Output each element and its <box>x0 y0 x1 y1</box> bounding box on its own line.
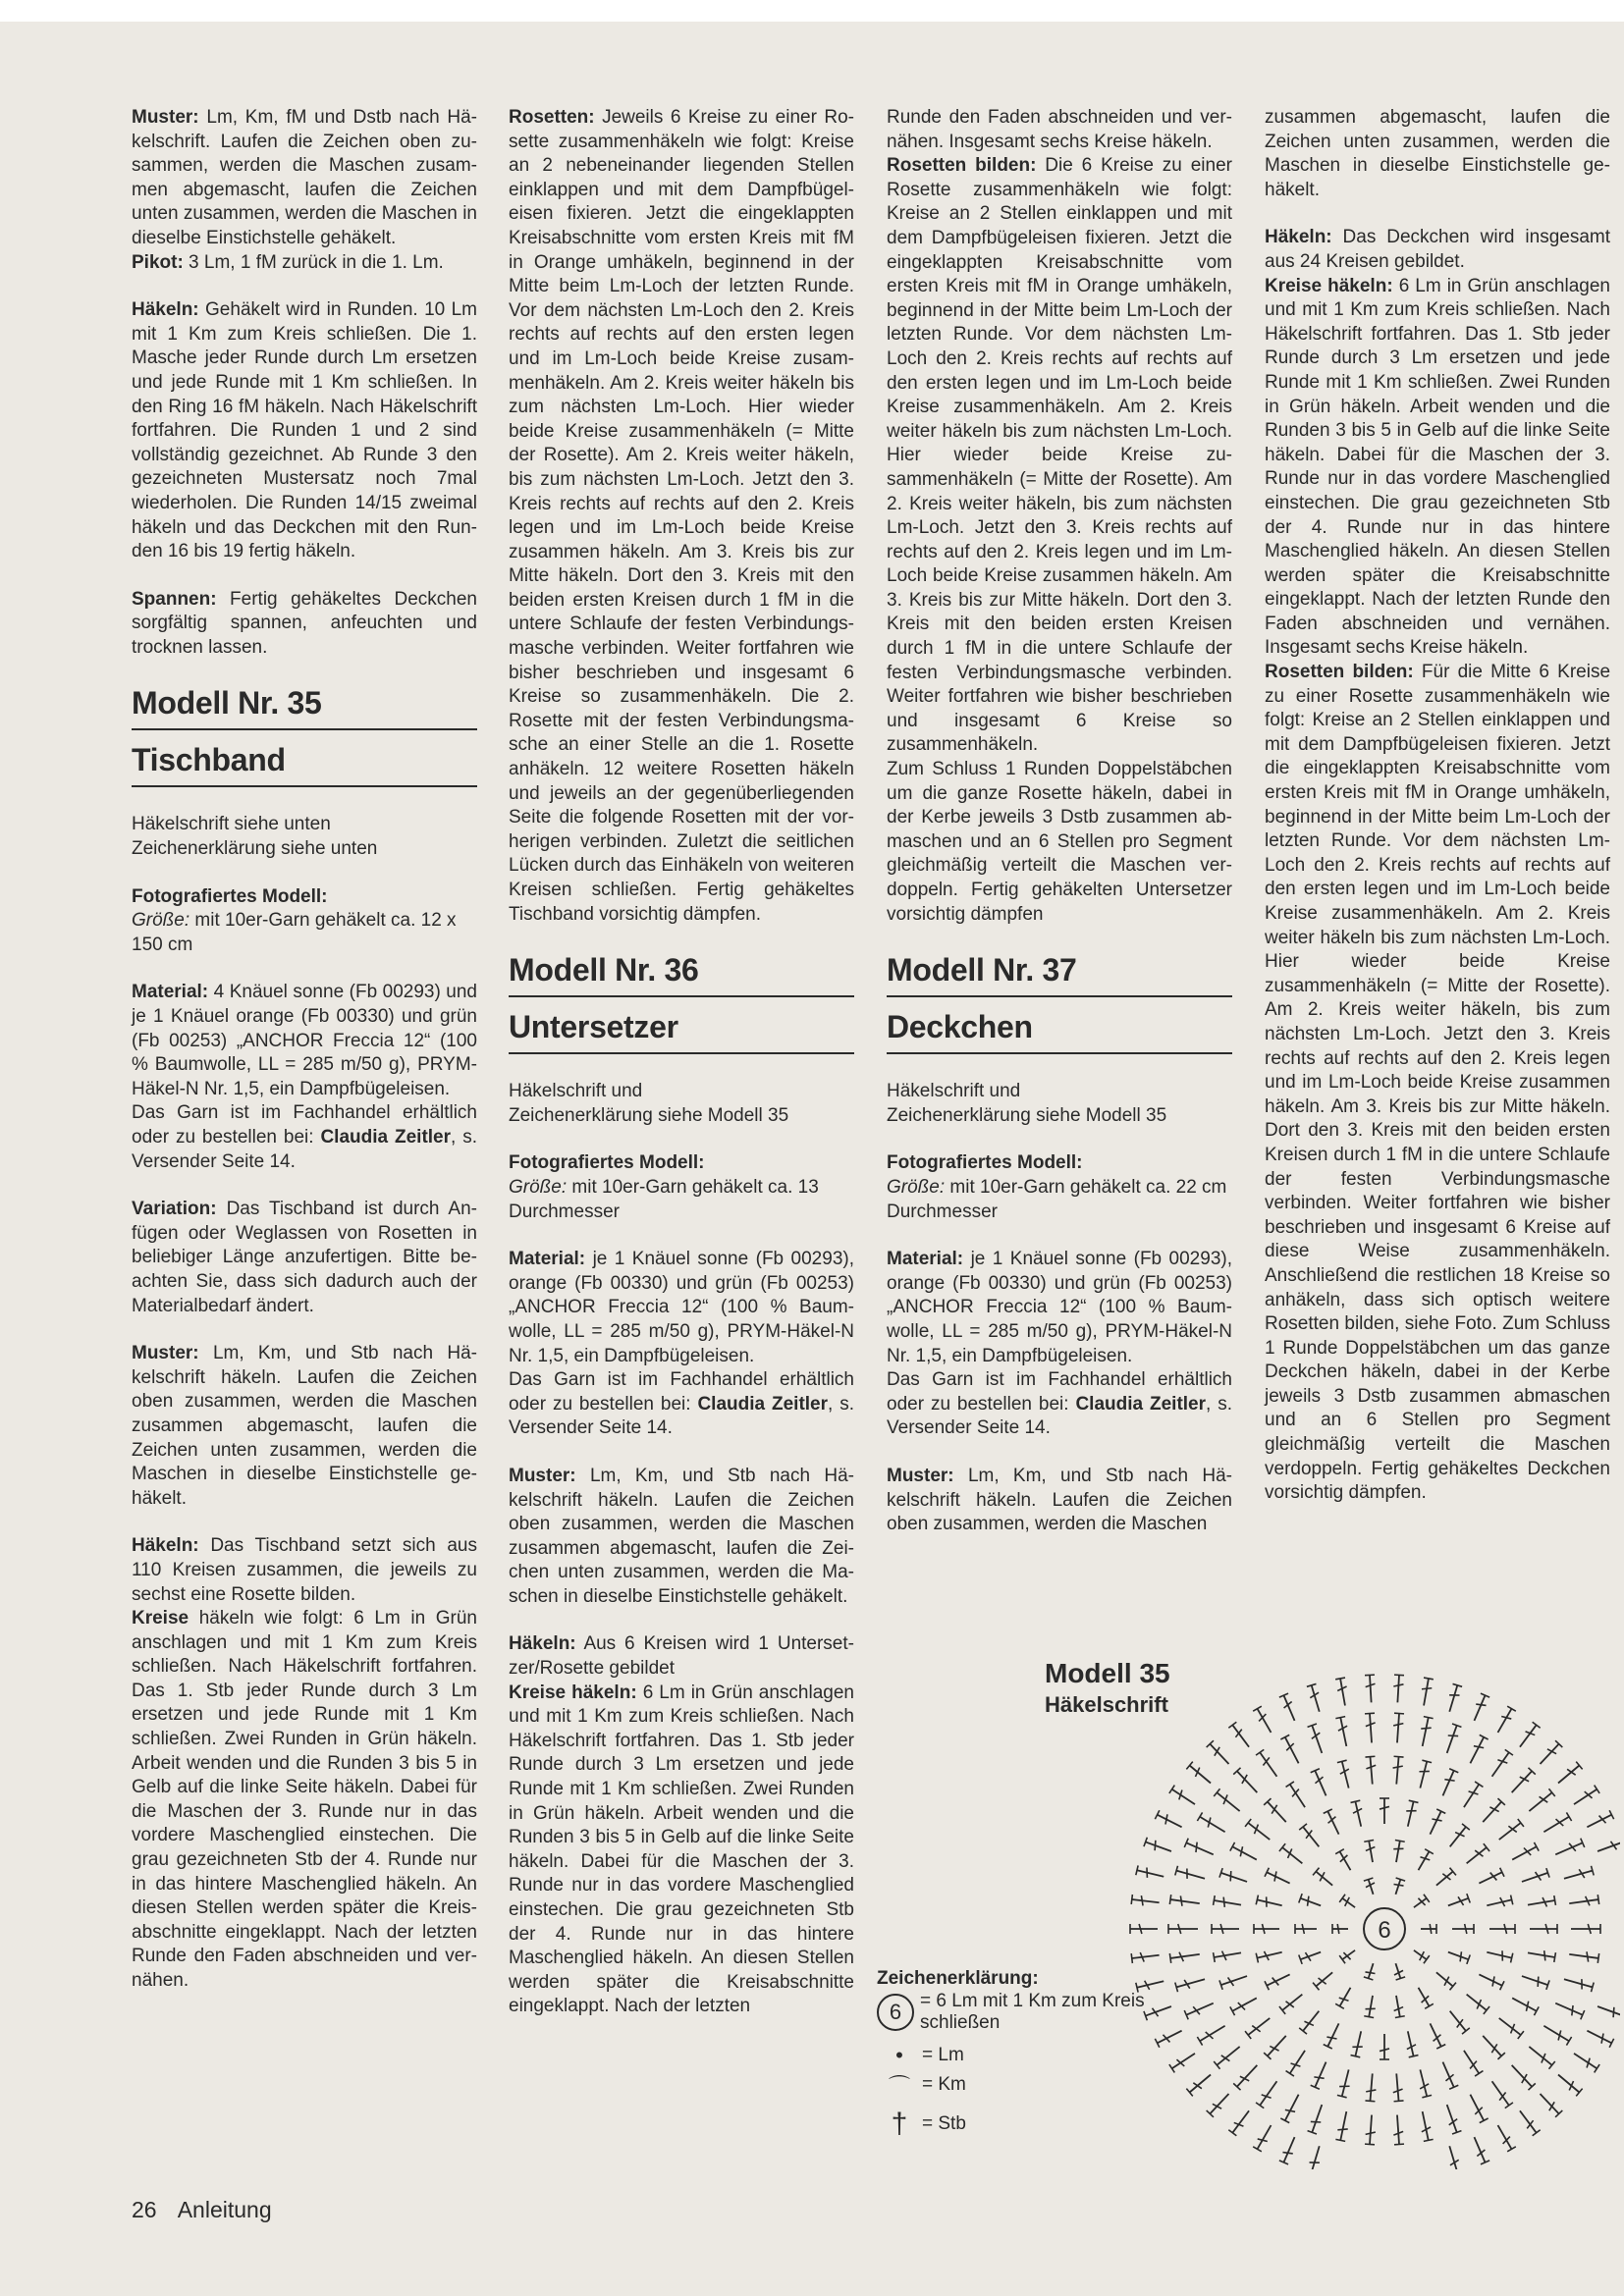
stitch-mark <box>1184 1999 1215 2019</box>
stitch-mark <box>1351 2030 1367 2057</box>
stitch-mark <box>1496 1819 1524 1843</box>
stitch-mark <box>1391 1962 1405 1980</box>
stitch-mark <box>1569 1949 1599 1963</box>
center-ring-label: 6 <box>1378 1917 1391 1944</box>
stitch-mark <box>1493 1706 1516 1735</box>
stitch-mark <box>1280 1735 1303 1765</box>
paragraph-material: Material: 4 Knäuel sonne (Fb 00293) und je 1 Knäuel orange (Fb 00330) und grün (Fb 00253) „ANCHOR Freccia 12“ (100 % Baumwolle, LL = 285 m/50 g), PRYM-Häkel-N Nr. 1,5, ein Dampfbügeleisen. Das Garn ist im Fachhandel erhältlich oder zu bestellen bei: Claudia Zeitler, s. Versender Seite 14. <box>132 982 477 1172</box>
stitch-mark <box>1175 1866 1207 1884</box>
stitch-mark <box>1460 1782 1484 1810</box>
stitch-mark <box>1233 1768 1261 1796</box>
stitch-mark <box>1230 1842 1259 1864</box>
stitch-mark <box>1421 1924 1436 1934</box>
section-label: Anleitung <box>177 2197 272 2222</box>
stitch-mark <box>1299 2008 1323 2035</box>
stitch-mark <box>1175 1974 1207 1992</box>
model-number: Modell Nr. 35 <box>132 683 477 730</box>
stitch-mark <box>1228 2108 1253 2135</box>
stitch-mark <box>1496 2014 1524 2039</box>
stitch-mark <box>1563 1866 1595 1884</box>
stitch-mark <box>1207 2091 1232 2117</box>
stitch-mark <box>1446 2008 1470 2035</box>
legend-text: = Km <box>922 2074 966 2095</box>
stitch-mark <box>1527 1896 1555 1909</box>
paragraph-rosetten: Rosetten: Jeweils 6 Kreise zu einer Rosette zusammenhäkeln wie folgt: Kreise an 2 nebeneinander liegenden Stellen einklappen und mit dem Dampfbügeleisen fixieren. Jetzt die eingeklappten Kreisabschnitte vom ersten Kreis mit fM in Orange umhäkeln, beginnend in der Mitte beim Lm-Loch der letzten Runde. Vor dem nächsten Lm-Loch den 2. Kreis rechts auf rechts auf den ersten legen und im Lm-Loch beide Kreise zusammenhäkeln. Am 2. Kreis weiter häkeln bis zum nächsten Lm-Loch. Hier wieder beide Kreise zusammenhäkeln (= Mitte der Rosette). Am 2. Kreis weiter häkeln, bis zum nächsten Lm-Loch. Jetzt den 3. Kreis rechts auf rechts auf den 2. Kreis legen und im Lm-Loch beide Kreise zusammen häkeln. Am 3. Kreis bis zur Mitte häkeln. Dort den 3. Kreis mit den beiden ersten Kreisen durch 1 fM in die untere Schlaufe der festen Verbindungsmasche verbinden. Weiter fortfahren wie bisher beschrieben und insgesamt 6 Kreise so zusammenhäkeln. Die 2. Rosette mit der festen Verbindungsmasche an einer Stelle an die 1. Rosette anhäkeln. 12 weitere Rosetten häkeln und jeweils an der gegenüberliegenden Seite die folgende Rosetten mit der vorherigen verbinden. Zuletzt die seitlichen Lücken durch das Einhäkeln von weiteren Kreisen schließen. Fertig gehäkeltes Tischband vorsichtig dämpfen. <box>509 107 854 925</box>
legend-row-stb <box>877 2109 1171 2139</box>
stitch-mark <box>1207 1740 1232 1767</box>
chart-subtitle: Häkelschrift <box>1045 1692 1168 1717</box>
stitch-mark <box>1542 1812 1572 1836</box>
stitch-mark <box>1438 2060 1458 2090</box>
stitch-mark <box>1480 1798 1505 1825</box>
stitch-mark <box>1526 2043 1555 2069</box>
stitch-mark <box>1477 1868 1504 1888</box>
stitch-mark <box>1542 2021 1572 2045</box>
stitch-mark <box>1335 1985 1355 2008</box>
stitch-mark <box>1508 2061 1536 2090</box>
stitch-mark <box>1486 1948 1513 1963</box>
stitch-mark <box>1442 1724 1461 1755</box>
legend-row-lm <box>877 2041 1171 2070</box>
stitch-mark <box>1279 2135 1299 2164</box>
stitch-mark <box>1169 1949 1200 1963</box>
legend <box>877 1968 1171 2139</box>
stitch-mark <box>1169 2050 1198 2073</box>
paragraph-haekeln-2: Häkeln: Das Tischband setzt sich aus 110 Kreisen zusammen, die jeweils zu sechst eine Rosette bilden. Kreise häkeln wie folgt: 6 Lm in Grün anschlagen und mit 1 Km zum Kreis schließen. Nach Häkelschrift fortfahren. Das 1. Stb jeder Runde durch 3 Lm ersetzen und jede Runde mit 1 Km schließen. Zwei Runden in Grün häkeln. Arbeit wenden und die Runden 3 bis 5 in Gelb auf die linke Seite häkeln. Dabei für die Maschen der 3. Runde nur in das vordere Maschenglied einstechen. Die grau gezeichneten Stb der 4. Runde nur in das hintere Maschenglied häkeln. An diesen Stellen werden später die Kreisabschnitte eingeklappt. Nach der letzten Runde den Faden abschneiden und vernähen. <box>132 1535 477 1991</box>
stitch-mark <box>1571 1786 1599 1809</box>
stitch-mark <box>1470 2135 1489 2164</box>
stitch-mark <box>1256 1896 1283 1911</box>
stitch-mark <box>1245 1819 1272 1843</box>
paragraph-spannen: Spannen: Fertig gehäkeltes Deckchen sorgfältig spannen, anfeuchten und trocknen lassen. <box>132 588 477 658</box>
stitch-mark <box>1155 1810 1184 1832</box>
stitch-mark <box>1286 2048 1310 2076</box>
stitch-mark <box>1444 2145 1462 2169</box>
stitch-mark <box>1339 1895 1358 1911</box>
stitch-mark <box>1403 2030 1419 2057</box>
chain-stitch-icon: • <box>895 2043 903 2067</box>
stitch-mark <box>1596 2002 1620 2020</box>
model-heading-37 <box>887 950 1232 1054</box>
column-4 <box>1265 106 1610 1506</box>
model-title: Deckchen <box>887 1007 1232 1054</box>
stitch-mark <box>1553 1999 1584 2019</box>
stitch-mark <box>1286 1782 1310 1810</box>
paragraph-material: Material: je 1 Knäuel sonne (Fb 00293), orange (Fb 00330) und grün (Fb 00253) „ANCHOR Freccia 12“ (100 % Baumwolle, LL = 285 m/50 g), PRYM-Häkel-N Nr. 1,5, ein Dampfbügeleisen. Das Garn ist im Fachhandel erhältlich oder zu bestellen bei: Claudia Zeitler, s. Versender Seite 14. <box>887 1249 1232 1439</box>
stitch-mark <box>1493 2123 1516 2152</box>
stitch-mark <box>1169 1786 1198 1809</box>
model-number: Modell Nr. 37 <box>887 950 1232 997</box>
stitch-mark <box>1446 1894 1470 1910</box>
stitch-mark <box>1351 1800 1367 1828</box>
stitch-mark <box>1313 1968 1335 1990</box>
stitch-mark <box>1571 2050 1599 2073</box>
stitch-mark <box>1168 1924 1198 1934</box>
stitch-mark <box>1337 2068 1354 2098</box>
stitch-mark <box>1219 1971 1249 1990</box>
ring-icon: 6 <box>877 1994 914 2031</box>
stitch-mark <box>1311 1769 1330 1798</box>
stitch-mark <box>1197 2021 1227 2045</box>
stitch-mark <box>1256 2078 1280 2108</box>
stitch-mark <box>1392 1675 1404 1703</box>
stitch-mark <box>1419 1678 1434 1706</box>
chart-symbols <box>1130 1675 1620 2169</box>
stitch-mark <box>1253 1706 1275 1735</box>
paragraph-haekeln: Häkeln: Gehäkelt wird in Runden. 10 Lm mit 1 Km zum Kreis schließen. Die 1. Masche jeder Runde durch Lm ersetzen und jede Runde mit 1 Km schließen. In den Ring 16 fM häkeln. Nach Häkelschrift fortfahren. Die Runden 1 und 2 sind vollständig gezeichnet. Ab Runde 3 den gezeichneten Mustersatz noch 7mal wiederholen. Die Runden 14/15 zweimal häkeln und das Deckchen mit den Runden 16 bis 19 fertig häkeln. <box>132 299 477 562</box>
stitch-mark <box>1299 1894 1323 1910</box>
stitch-mark <box>1186 2071 1214 2097</box>
stitch-mark <box>1508 1768 1536 1796</box>
stitch-mark <box>1364 1995 1378 2017</box>
stitch-mark <box>1144 1838 1173 1856</box>
stitch-mark <box>1230 1994 1259 2015</box>
stitch-mark <box>1488 1749 1512 1779</box>
stitch-mark <box>1335 1717 1351 1747</box>
paragraph-photo-model: Fotografiertes Modell: Größe: mit 10er-Garn gehäkelt ca. 12 x 150 cm <box>132 885 457 955</box>
stitch-mark <box>1466 1735 1489 1765</box>
stitch-mark <box>1470 1693 1489 1723</box>
column-2 <box>509 106 854 2019</box>
stitch-mark <box>1131 1950 1160 1963</box>
stitch-mark <box>1488 2078 1512 2108</box>
stitch-mark <box>1555 2071 1583 2097</box>
legend-row-km <box>877 2070 1171 2100</box>
stitch-mark <box>1212 1924 1239 1934</box>
stitch-mark <box>1438 1769 1458 1798</box>
stitch-mark <box>1256 1948 1283 1963</box>
column-1 <box>132 106 477 1994</box>
stitch-mark <box>1414 1849 1434 1873</box>
paragraph-references: Häkelschrift und Zeichenerklärung siehe Modell 35 <box>509 1081 789 1126</box>
stitch-mark <box>1418 2110 1434 2141</box>
stitch-mark <box>1569 1895 1599 1908</box>
legend-text: = Lm <box>922 2045 964 2065</box>
legend-text: = Stb <box>922 2113 966 2134</box>
stitch-mark <box>1526 1789 1555 1815</box>
stitch-mark <box>1186 1762 1214 1788</box>
stitch-mark <box>1253 2123 1275 2152</box>
slip-stitch-icon: ⌒ <box>888 2073 910 2099</box>
double-crochet-icon: † <box>891 2108 908 2140</box>
stitch-mark <box>1279 1991 1306 2014</box>
paragraph-muster: Muster: Lm, Km, fM und Dstb nach Häkelschrift. Laufen die Zeichen oben zusammen, werden die Maschen zusammen abgemascht, laufen die Zeichen unten zusammen, werden die Maschen in dieselbe Einstichstelle gehäkelt. Pikot: 3 Lm, 1 fM zurück in die 1. Lm. <box>132 107 477 273</box>
crochet-chart <box>1110 1659 1620 2169</box>
stitch-mark <box>1335 2110 1351 2141</box>
stitch-mark <box>1365 2114 1377 2145</box>
stitch-mark <box>1510 1994 1539 2015</box>
stitch-mark <box>1184 1839 1215 1859</box>
stitch-mark <box>1233 2061 1261 2090</box>
stitch-mark <box>1464 1843 1490 1867</box>
stitch-mark <box>1136 1865 1165 1881</box>
stitch-mark <box>1364 1878 1378 1896</box>
paragraph-material: Material: je 1 Knäuel sonne (Fb 00293), orange (Fb 00330) und grün (Fb 00253) „ANCHOR Freccia 12“ (100 % Baumwolle, LL = 285 m/50 g), PRYM-Häkel-N Nr. 1,5, ein Dampfbügeleisen. Das Garn ist im Fachhandel erhältlich oder zu bestellen bei: Claudia Zeitler, s. Versender Seite 14. <box>509 1249 854 1439</box>
stitch-mark <box>1434 1868 1456 1890</box>
stitch-mark <box>1416 1760 1433 1789</box>
stitch-mark <box>1214 2043 1243 2069</box>
stitch-mark <box>1256 1749 1280 1779</box>
stitch-mark <box>1364 1962 1378 1980</box>
stitch-mark <box>1332 1924 1348 1934</box>
model-title: Untersetzer <box>509 1007 854 1054</box>
stitch-mark <box>1392 1713 1404 1743</box>
stitch-mark <box>1295 1924 1317 1934</box>
stitch-mark <box>1339 1947 1358 1963</box>
stitch-mark <box>1279 1843 1306 1867</box>
stitch-mark <box>1214 1948 1242 1961</box>
stitch-mark <box>1299 1824 1323 1850</box>
stitch-mark <box>1460 2048 1484 2076</box>
stitch-mark <box>1464 1991 1490 2014</box>
stitch-mark <box>1131 1895 1160 1907</box>
paragraph-photo-model: Fotografiertes Modell: Größe: mit 10er-Garn gehäkelt ca. 13 Durchmesser <box>509 1152 819 1222</box>
stitch-mark <box>1452 1924 1474 1934</box>
stitch-mark <box>1169 1895 1200 1908</box>
stitch-mark <box>1365 1713 1377 1743</box>
stitch-mark <box>1411 1947 1430 1963</box>
stitch-mark <box>1426 1809 1445 1837</box>
stitch-mark <box>1214 1789 1243 1815</box>
paragraph-haekeln: Häkeln: Aus 6 Kreisen wird 1 Untersetzer/Rosette gebildet Kreise häkeln: 6 Lm in Grün anschlagen und mit 1 Km zum Kreis schließen. Nach Häkelschrift fortfahren. Das 1. Stb jeder Runde durch 3 Lm ersetzen und jede Runde mit 1 Km schließen. Zwei Runden in Grün häkeln. Arbeit wenden und die Runden 3 bis 5 in Gelb auf die linke Seite häkeln. Dabei für die Maschen der 3. Runde nur in das vordere Maschenglied einstechen. Die grau gezeichneten Stb der 4. Runde nur in das hintere Maschenglied häkeln. An diesen Stellen werden später die Kreisabschnitte eingeklappt. Nach der letzten <box>509 1633 854 2017</box>
stitch-mark <box>1585 2026 1614 2048</box>
model-title: Tischband <box>132 740 477 787</box>
stitch-mark <box>1280 2092 1303 2122</box>
stitch-mark <box>1585 1810 1614 1832</box>
paragraph-rosetten-bilden: Runde den Faden abschneiden und vernähen. Insgesamt sechs Kreise häkeln. Rosetten bilden: Die 6 Kreise zu einer Rosette zusammenhäkeln wie folgt: Kreise an 2 Stellen einklappen und mit dem Dampfbügeleisen fixieren. Jetzt die eingeklappten Kreisabschnitte vom ersten Kreis mit fM in Orange umhäkeln, beginnend in der Mitte beim Lm-Loch der letzten Runde. Vor dem nächsten Lm-Loch den 2. Kreis rechts auf rechts auf den ersten legen und im Lm-Loch beide Kreise zusammenhäkeln. Am 2. Kreis weiter häkeln bis zum nächsten Lm-Loch. Hier wieder beide Kreise zusammenhäkeln (= Mitte der Rosette). Am 2. Kreis weiter häkeln, bis zum nächsten Lm-Loch. Jetzt den 3. Kreis rechts auf rechts auf den 2. Kreis legen und im Lm-Loch beide Kreise zusammen häkeln. Am 3. Kreis bis zur Mitte häkeln. Dort den 3. Kreis mit den beiden ersten Kreisen durch 1 fM in die untere Schlaufe der festen Verbindungsmasche verbinden. Weiter fortfahren wie bisher beschrieben und insgesamt 6 Kreise so zusammenhäkeln. Zum Schluss 1 Runden Doppelstäbchen um die ganze Rosette häkeln, dabei in der Kerbe jeweils 3 Dstb zusammen abmaschen und an 6 Stellen pro Segment gleichmäßig verteilt die Maschen verdoppeln. Fertig gehäkelten Untersetzer vorsichtig dämpfen <box>887 107 1232 925</box>
stitch-mark <box>1380 1798 1389 1824</box>
stitch-mark <box>1434 1968 1456 1990</box>
stitch-mark <box>1537 2091 1562 2117</box>
stitch-mark <box>1245 2014 1272 2039</box>
stitch-mark <box>1516 2108 1541 2135</box>
stitch-mark <box>1477 1970 1504 1990</box>
stitch-mark <box>1516 1722 1541 1749</box>
stitch-mark <box>1486 1896 1513 1911</box>
paragraph-continuation: zusammen abgemascht, laufen die Zeichen unten zusammen, werden die Maschen in dieselbe Einstichstelle gehäkelt. <box>1265 107 1610 200</box>
stitch-mark <box>1265 1868 1292 1888</box>
stitch-mark <box>1365 1756 1377 1785</box>
stitch-mark <box>1537 1740 1562 1767</box>
stitch-mark <box>1480 2033 1505 2059</box>
stitch-mark <box>1219 1868 1249 1887</box>
stitch-mark <box>1418 1717 1434 1747</box>
stitch-mark <box>1311 2060 1330 2090</box>
stitch-mark <box>1563 1974 1595 1992</box>
stitch-mark <box>1391 1878 1405 1896</box>
page-footer <box>132 2197 288 2223</box>
page-number: 26 <box>132 2197 157 2222</box>
stitch-mark <box>1391 1756 1403 1785</box>
stitch-mark <box>1254 1924 1279 1934</box>
legend-title: Zeichenerklärung: <box>877 1968 1039 1989</box>
stitch-mark <box>1307 1683 1325 1713</box>
stitch-mark <box>1391 1840 1405 1862</box>
stitch-mark <box>1337 1760 1354 1789</box>
stitch-mark <box>1555 1762 1583 1788</box>
stitch-mark <box>1520 1868 1549 1887</box>
chart-title: Modell 35 <box>1045 1658 1170 1688</box>
stitch-mark <box>1308 1724 1326 1755</box>
stitch-mark <box>1527 1948 1555 1961</box>
stitch-mark <box>1446 1824 1470 1850</box>
legend-text: = 6 Lm mit 1 Km zum Kreis schließen <box>920 1991 1145 2033</box>
stitch-mark <box>1411 1895 1430 1911</box>
stitch-mark <box>1596 1838 1620 1856</box>
stitch-mark <box>1324 2021 1343 2049</box>
stitch-mark <box>1416 2068 1433 2098</box>
stitch-mark <box>1466 2092 1489 2122</box>
stitch-mark <box>1313 1868 1335 1890</box>
stitch-mark <box>1489 1924 1515 1934</box>
stitch-mark <box>1365 2073 1377 2102</box>
stitch-mark <box>1365 1675 1377 1703</box>
stitch-mark <box>1530 1924 1557 1934</box>
stitch-mark <box>1130 1924 1158 1934</box>
stitch-mark <box>1264 2033 1289 2059</box>
stitch-mark <box>1444 1683 1462 1713</box>
model-heading-35 <box>132 683 477 787</box>
paragraph-references: Häkelschrift und Zeichenerklärung siehe Modell 35 <box>887 1081 1167 1126</box>
stitch-mark <box>1520 1971 1549 1990</box>
stitch-mark <box>1446 1948 1470 1964</box>
stitch-mark <box>1380 2034 1389 2059</box>
paragraph-muster: Muster: Lm, Km, und Stb nach Häkelschrift häkeln. Laufen die Zeichen oben zusammen, werden die Maschen <box>887 1465 1232 1535</box>
paragraph-photo-model: Fotografiertes Modell: Größe: mit 10er-Garn gehäkelt ca. 22 cm Durchmesser <box>887 1152 1227 1222</box>
stitch-mark <box>1414 1985 1434 2008</box>
paragraph-muster-2: Muster: Lm, Km, und Stb nach Häkelschrift häkeln. Laufen die Zeichen oben zusammen, werden die Maschen zusammen abgemascht, laufen die Zeichen unten zusammen, werden die Maschen in dieselbe Einstichstelle gehäkelt. <box>132 1343 477 1509</box>
stitch-mark <box>1308 2103 1326 2134</box>
model-heading-36 <box>509 950 854 1054</box>
legend-row-ring <box>877 1991 1171 2033</box>
stitch-mark <box>1403 1800 1419 1828</box>
stitch-mark <box>1553 1839 1584 1859</box>
stitch-mark <box>1265 1970 1292 1990</box>
paragraph-variation: Variation: Das Tischband ist durch Anfügen oder Weglassen von Rosetten in beliebiger Länge anzufertigen. Bitte beachten Sie, dass sich dadurch auch der Materialbedarf ändert. <box>132 1199 477 1316</box>
stitch-mark <box>1426 2021 1445 2049</box>
model-number: Modell Nr. 36 <box>509 950 854 997</box>
stitch-mark <box>1335 1678 1350 1706</box>
stitch-mark <box>1264 1798 1289 1825</box>
stitch-mark <box>1391 2073 1403 2102</box>
stitch-mark <box>1324 1809 1343 1837</box>
stitch-mark <box>1510 1842 1539 1864</box>
stitch-mark <box>1228 1722 1253 1749</box>
paragraph-references: Häkelschrift siehe unten Zeichenerklärung siehe unten <box>132 814 378 860</box>
stitch-mark <box>1299 1948 1323 1964</box>
stitch-mark <box>1335 1849 1355 1873</box>
stitch-mark <box>1442 2103 1461 2134</box>
paragraph-muster: Muster: Lm, Km, und Stb nach Häkelschrift häkeln. Laufen die Zeichen oben zusammen, werden die Maschen zusammen abgemascht, laufen die Zeichen unten zusammen, werden die Maschen in dieselbe Einstichstelle gehäkelt. <box>509 1465 854 1607</box>
stitch-mark <box>1307 2145 1325 2169</box>
paragraph-haekeln: Häkeln: Das Deckchen wird insgesamt aus 24 Kreisen gebildet. Kreise häkeln: 6 Lm in Grün anschlagen und mit 1 Km zum Kreis schließen. Nach Häkelschrift fortfahren. Das 1. Stb jeder Runde durch 3 Lm ersetzen und jede Runde mit 1 Km schließen. Zwei Runden in Grün häkeln. Arbeit wenden und die Runden 3 bis 5 in Gelb auf die linke Seite häkeln. Dabei für die Maschen der 3. Runde nur in das vordere Maschenglied einstechen. Die grau gezeichneten Stb der 4. Runde nur in das hintere Maschenglied häkeln. An diesen Stellen werden später die Kreisabschnitte eingeklappt. Nach der letzten Runde den Faden abschneiden und vernähen. Insgesamt sechs Kreise häkeln. Rosetten bilden: Für die Mitte 6 Kreise zu einer Rosette zusammenhäkeln wie folgt: Kreise an 2 Stellen einklappen und mit dem Dampfbügeleisen fixieren. Jetzt die eingeklappten Kreisabschnitte vom ersten Kreis mit fM in Orange umhäkeln, beginnend in der Mitte beim Lm-Loch der letzten Runde. Vor dem nächsten Lm-Loch den 2. Kreis rechts auf rechts auf den ersten legen und im Lm-Loch beide Kreise zusammenhäkeln. Am 2. Kreis weiter häkeln bis zum nächsten Lm-Loch. Hier wieder beide Kreise zusammenhäkeln (= Mitte der Rosette). Am 2. Kreis weiter häkeln, bis zum nächsten Lm-Loch. Jetzt den 3. Kreis rechts auf rechts auf den 2. Kreis legen und im Lm-Loch beide Kreise zusammen häkeln. Am 3. Kreis bis zur Mitte häkeln. Dort den 3. Kreis mit den beiden ersten Kreisen durch 1 fM in die untere Schlaufe der festen Verbindungsmasche verbinden. Weiter fortfahren wie bisher beschrieben und insgesamt 6 Kreise auf diese Weise zusammenhäkeln. Anschließend die restlichen 18 Kreise so anhäkeln, dass sich optisch weitere Rosetten bilden, siehe Foto. Zum Schluss 1 Runde Doppelstäbchen um das ganze Deckchen häkeln, dabei in der Kerbe jeweils 3 Dstb zusammen abmaschen und an 6 Stellen pro Segment gleichmäßig verteilt die Maschen verdoppeln. Fertig gehäkeltes Deckchen vorsichtig dämpfen. <box>1265 227 1611 1504</box>
stitch-mark <box>1197 1812 1227 1836</box>
stitch-mark <box>1392 2114 1404 2145</box>
stitch-mark <box>1214 1896 1242 1909</box>
stitch-mark <box>1364 1840 1378 1862</box>
stitch-mark <box>1391 1995 1405 2017</box>
stitch-mark <box>1279 1693 1299 1723</box>
column-3 <box>887 106 1232 1537</box>
stitch-mark <box>1571 1924 1600 1934</box>
